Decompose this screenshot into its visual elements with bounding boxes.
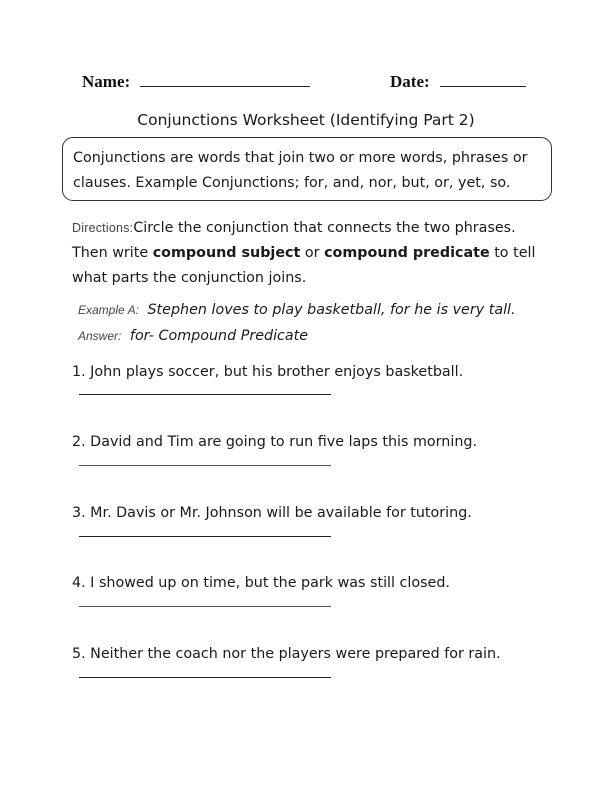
date-field	[390, 72, 526, 92]
question-2: 2. David and Tim are going to run five laps this morning.	[72, 434, 478, 450]
question-5: 5. Neither the coach nor the players were prepared for rain.	[72, 646, 501, 662]
example-answer	[78, 328, 308, 344]
directions-text-3: to tell what parts the conjunction joins.	[72, 245, 536, 286]
directions-bold-1: compound subject	[152, 245, 301, 261]
date-blank-line[interactable]	[440, 74, 526, 87]
directions-text-1: Circle the conjunction that connects the two phrases. Then write	[72, 220, 516, 261]
name-blank-line[interactable]	[140, 74, 310, 87]
worksheet-title: Conjunctions Worksheet (Identifying Part 2)	[137, 111, 475, 129]
answer-line-4[interactable]	[79, 606, 331, 607]
question-3: 3. Mr. Davis or Mr. Johnson will be available for tutoring.	[72, 505, 472, 521]
answer-text: for- Compound Predicate	[129, 328, 309, 344]
date-label: Date:	[390, 72, 430, 91]
name-field	[82, 72, 310, 92]
answer-label: Answer:	[78, 329, 122, 343]
directions-label: Directions:	[72, 221, 134, 235]
name-label: Name:	[82, 72, 131, 91]
directions-bold-2: compound predicate	[324, 245, 490, 261]
answer-line-3[interactable]	[79, 536, 331, 537]
question-4: 4. I showed up on time, but the park was still closed.	[72, 575, 450, 591]
answer-line-1[interactable]	[79, 394, 331, 395]
answer-line-5[interactable]	[79, 677, 331, 678]
answer-line-2[interactable]	[79, 465, 331, 466]
example-a	[78, 302, 516, 318]
directions-text-2: or	[300, 245, 325, 261]
question-1: 1. John plays soccer, but his brother enjoys basketball.	[72, 364, 464, 380]
example-label: Example A:	[78, 303, 139, 317]
definition-line-1: Conjunctions are words that join two or more words, phrases or	[73, 150, 528, 166]
definition-line-2: clauses. Example Conjunctions; for, and, nor, but, or, yet, so.	[73, 175, 511, 191]
example-sentence: Stephen loves to play basketball, for he is very tall.	[147, 302, 516, 318]
directions	[72, 216, 552, 291]
definition-box	[62, 137, 552, 201]
